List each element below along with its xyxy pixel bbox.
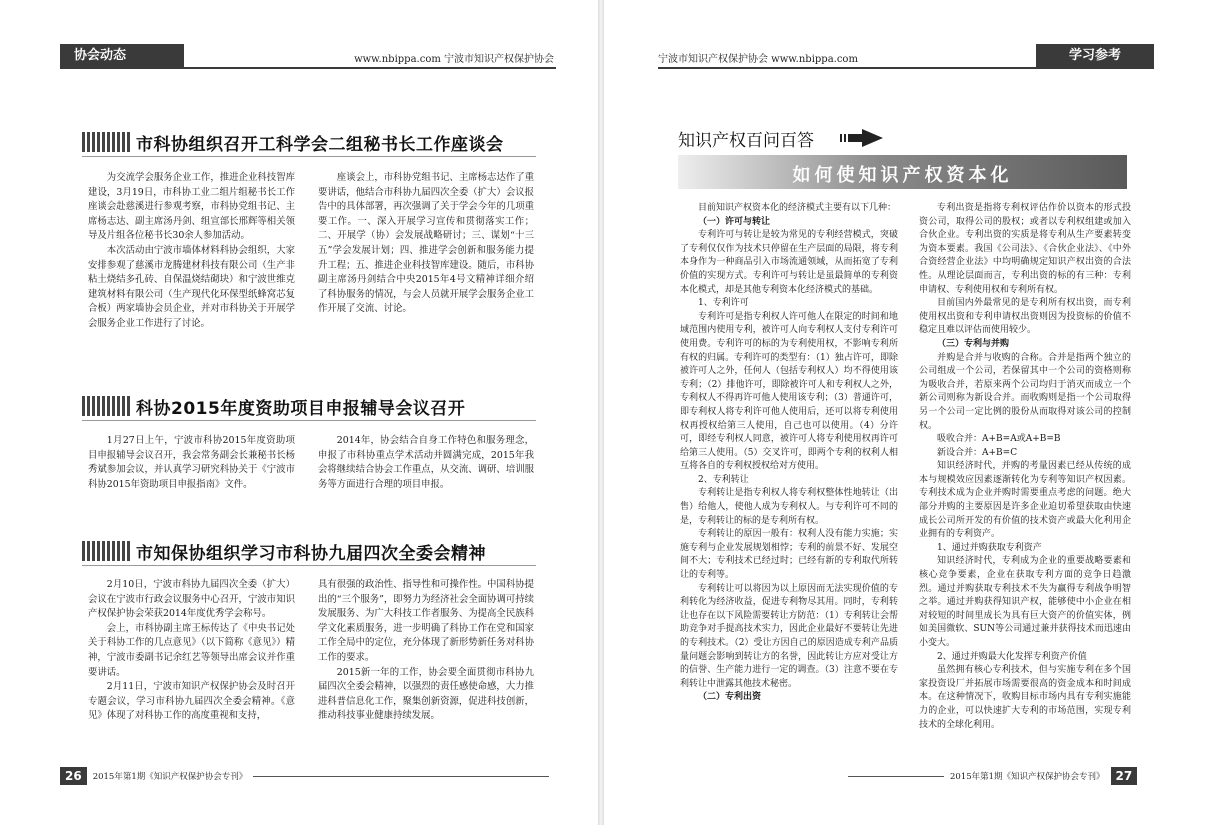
journal-name: 2015年第1期《知识产权保护协会专刊》 [92,772,248,782]
paragraph: （三）专利与并购 [937,338,1010,349]
paragraph: 1、通过并购获取专利资产 [937,542,1042,553]
section-title-3 [82,537,486,565]
paragraph: 目前知识产权资本化的经济模式主要有以下几种： [698,203,897,213]
left-header-url: www.nbippa.com 宁波市知识产权保护协会 [354,54,554,65]
paragraph: 2月10日，宁波市科协九届四次全委（扩大）会议在宁波市行政会议服务中心召开，宁波市知识产权保护协会荣获2014年度优秀学会称号。 [88,579,295,620]
section-rule [82,156,536,157]
paragraph: 专利许可与转让是较为常见的专利经营模式，突破了专利仅仅作为技术只停留在生产层面的局限，将专利本身作为一种商品引入市场流通领域，从而拓宽了专利价值的实现方式。专利许可与转让是虽最简单的专利资本化模式，却是其他专利资本化经济模式的基础。 [680,230,898,295]
paragraph: 专利转让可以将因为以上原因而无法实现价值的专利转化为经济收益，促进专利物尽其用。同时，专利转让也存在以下风险需要转让方防范：（1）专利转让会帮助竞争对手提高技术实力，因此企业最好不要转让先进的专利技术。（2）受让方因自己的原因造成专利产品质量问题会影响到转让方的名誉，因此转让方应对受让方的信誉、生产能力进行一定的调查。（3）注意不要在专利转让中泄露其他技术秘密。 [680,583,898,689]
paragraph: 2015新一年的工作，协会要全面贯彻市科协九届四次全委会精神，以强烈的责任感使命感，大力推进科普信息化工作，聚集创新资源，促进科技创新，推动科技事业健康持续发展。 [318,666,534,722]
footer-rule [253,776,549,777]
page-number: 26 [60,767,87,785]
paragraph: 吸收合并：A+B=A或A+B=B [937,434,1061,445]
section-title-text: 市科协组织召开工科学会二组秘书长工作座谈会 [136,134,504,155]
right-page [604,0,1208,825]
paragraph: 2014年，协会结合自身工作特色和服务理念，申报了市科协重点学术活动并圆满完成，2015年我会将继续结合协会工作重点，从交流、调研、培训服务等方面进行合理的项目申报。 [318,435,534,490]
title-bar-icon [82,132,130,152]
qa-series-title: 知识产权百问百答 [678,131,814,151]
paragraph: 新设合并：A+B=C [937,447,1018,458]
paragraph: 虽然拥有核心专利技术，但与实施专利在多个国家投资设厂并拓展市场需要很高的资金成本和时间成本。在这种情况下，收购目标市场内具有专利实施能力的企业，可以快速扩大专利的市场范围，实现专利技术的全球化利用。 [919,665,1131,730]
paragraph: 座谈会上，市科协党组书记、主席杨志达作了重要讲话，他结合市科协九届四次全委（扩大）会议报告中的具体部署，再次强调了关于学会今年的几项重要工作。一、深入开展学习宣传和贯彻落实工作；二、开展学（协）会发展战略研讨；三、谋划“十三五”学会发展计划；四、推进学会创新和服务能力提升工程；五、推进企业科技智库建设。随后，市科协副主席汤丹剑结合中央2015年4号文精神详细介绍了科协服务的情况，与会人员就开展学会服务企业工作开展了交流、讨论。 [318,172,534,315]
article-column-2 [919,202,1131,732]
section-1-column-2 [318,171,534,317]
section-title-text: 市知保协组织学习市科协九届四次全委会精神 [136,543,486,564]
section-2-column-1 [88,434,295,492]
paragraph: （二）专利出资 [698,692,762,703]
paragraph: 本次活动由宁波市墙体材料科协会组织，大家安排参观了慈溪市龙腾建材科技有限公司（生产非粘土烧结多孔砖、自保温烧结砌块）和宁波世维克建筑材料有限公司（生产现代化环保型纸蜂窝芯复合板）两家墙协会员企业，并对市科协关于开展学会服务企业工作进行了讨论。 [88,244,295,329]
paragraph: 专利转让是指专利权人将专利权整体性地转让（出售）给他人，使他人成为专利权人。与专利许可不同的是，专利转让的标的是专利所有权。 [680,488,898,526]
footer-rule [848,776,944,777]
paragraph: 会上，市科协副主席王标传达了《中央书记处关于科协工作的几点意见》（以下简称《意见》）精神，宁波市委副书记余红艺等领导出席会议并作重要讲话。 [88,622,295,678]
paragraph: 1月27日上午，宁波市科协2015年度资助项目申报辅导会议召开，我会常务副会长兼秘书长杨秀斌参加会议，并认真学习研究科协关于《宁波市科协2015年资助项目申报指南》文件。 [88,435,295,490]
page-number: 27 [1111,767,1138,785]
paragraph: 并购是合并与收购的合称。合并是指两个独立的公司组成一个公司，若保留其中一个公司的资格则称为吸收合并，若原来两个公司均归于消灭而成立一个新公司则称为新设合并。而收购则是指一个公司取得另一个公司一定比例的股份从而取得对该公司的控制权。 [919,352,1131,431]
title-bar-icon [82,396,130,416]
left-header-rule [60,67,556,69]
section-1-column-1 [88,171,295,332]
paragraph: 2月11日，宁波市知识产权保护协会及时召开专题会议，学习市科协九届四次全委会精神。《意见》体现了对科协工作的高度重视和支持， [88,681,295,722]
right-header-tab: 学习参考 [1036,44,1154,68]
left-page [0,0,598,825]
right-footer [848,767,1137,785]
arrow-right-icon [840,128,884,148]
paragraph: （一）许可与转让 [698,216,771,227]
article-title-banner [678,155,1127,189]
section-3-column-1 [88,578,295,724]
paragraph: 专利许可是指专利权人许可他人在限定的时间和地域范围内使用专利，被许可人向专利权人支付专利许可使用费。专利许可的标的为专利使用权，不影响专利所有权的归属。专利许可的类型有：（1）独占许可，即除被许可人之外，任何人（包括专利权人）均不得使用该专利；（2）排他许可，即除被许可人和专利权人之外，专利权人不得再许可他人使用该专利；（3）普通许可，即专利权人将专利许可他人使用后，还可以将专利使用权再授权给第三人使用，自己也可以使用。（4）分许可，即经专利权人同意，被许可人将专利使用权再许可给第三人使用。（5）交叉许可，即两个专利的权利人相互将各自的专利权授权给对方使用。 [680,311,898,472]
section-title-2 [82,392,465,420]
left-footer [60,767,549,785]
left-header-tab: 协会动态 [60,44,184,68]
paragraph: 专利出资是指将专利权评估作价以资本的形式投资公司，取得公司的股权；或者以专利权组建或加入合伙企业。专利出资的实质是将专利从生产要素转变为资本要素。我国《公司法》、《合伙企业法》、《中外合资经营企业法》中均明确规定知识产权出资的合法性。从理论层面而言，专利出资的标的有三种：专利申请权、专利使用权和专利所有权。 [919,203,1131,295]
section-rule [82,565,536,566]
paragraph: 2、专利转让 [698,474,749,485]
section-title-text: 科协2015年度资助项目申报辅导会议召开 [136,398,466,419]
paragraph: 具有很强的政治性、指导性和可操作性。中国科协提出的“三个服务”，即努力为经济社会全面协调可持续发展服务、为广大科技工作者服务、为提高全民族科学文化素质服务，进一步明确了科协工作在党和国家工作全局中的定位，充分体现了新形势新任务对科协工作的要求。 [318,579,534,663]
article-title: 如何使知识产权资本化 [792,165,1013,186]
paragraph: 1、专利许可 [698,298,749,309]
section-2-column-2 [318,434,534,492]
section-title-1 [82,128,504,156]
section-3-column-2 [318,578,534,724]
paragraph: 2、通过并购最大化发挥专利资产价值 [937,651,1087,662]
paragraph: 目前国内外最常见的是专利所有权出资，而专利使用权出资和专利申请权出资则因为投资标的价值不稳定且难以评估而使用较少。 [919,298,1131,336]
journal-name: 2015年第1期《知识产权保护协会专刊》 [950,772,1105,782]
section-rule [82,420,536,421]
paragraph: 专利转让的原因一般有：权利人没有能力实施；实施专利与企业发展规划相悖；专利的前景不好、发展空间不大；专利技术已经过时；已经有新的专利取代所转让的专利等。 [680,529,898,581]
paragraph: 知识经济时代，并购的考量因素已经从传统的成本与规模效应因素逐渐转化为专利等知识产权因素。专利技术成为企业并购时需要重点考虑的问题。绝大部分并购的主要原因是许多企业迫切希望获取由快速成长公司所开发的有价值的技术资产或最大化利用企业拥有的专利资产。 [919,461,1131,540]
article-column-1 [680,202,898,705]
paragraph: 知识经济时代，专利成为企业的重要战略要素和核心竞争要素，企业在获取专利方面的竞争日趋激烈。通过并购获取专利技术不失为赢得专利战争明智之举。通过并购获得知识产权，能够使中小企业在相对较短的时间里成长为具有巨大资产的价值实体，例如美国微软、SUN等公司通过兼并获得技术而迅速由小变大。 [919,556,1131,648]
right-header-url: 宁波市知识产权保护协会 www.nbippa.com [658,54,858,65]
paragraph: 为交流学会服务企业工作，推进企业科技智库建设，3月19日，市科协工业二组片组秘书长工作座谈会赴慈溪进行参观考察，市科协党组书记、主席杨志达、副主席汤丹剑、组宣部长邢辉等相关领导及片组各位秘书长30余人参加活动。 [88,172,295,242]
title-bar-icon [82,541,130,561]
